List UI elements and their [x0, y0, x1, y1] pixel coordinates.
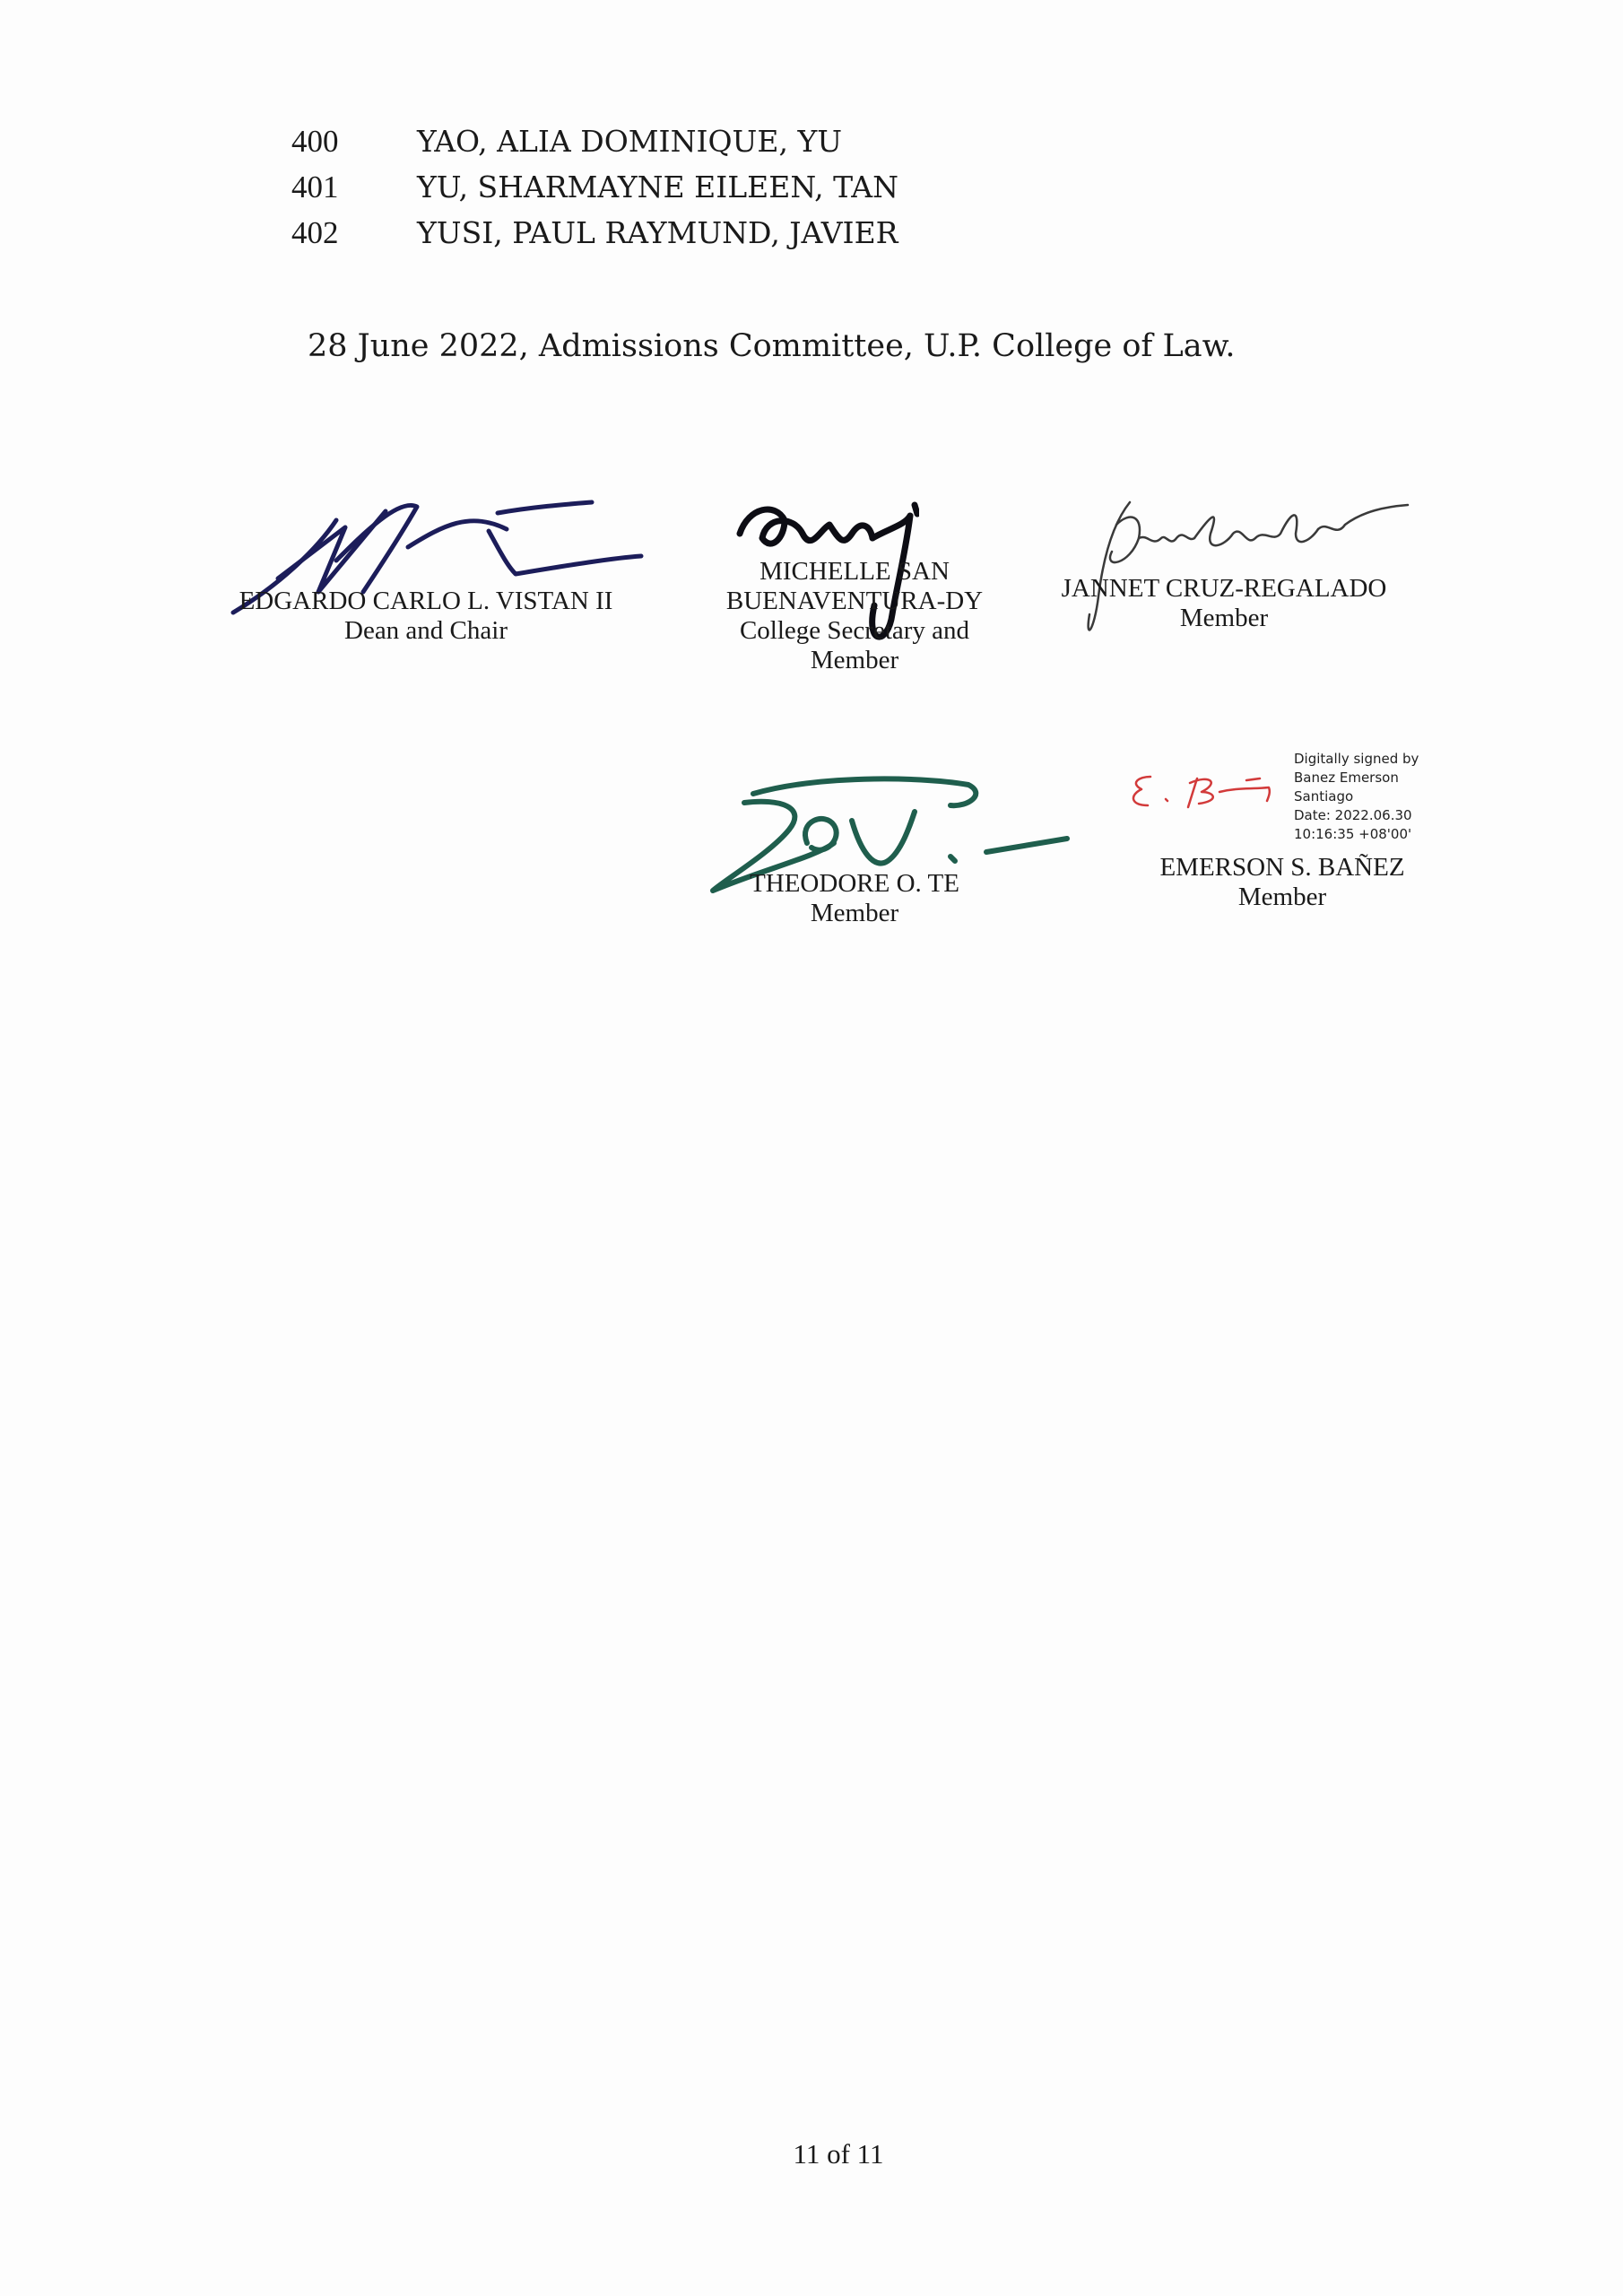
digital-signature-line: Banez Emerson	[1294, 770, 1399, 786]
digital-signature-line: Santiago	[1294, 788, 1354, 804]
signatory-role: Member	[1237, 883, 1327, 911]
list-item	[291, 215, 898, 251]
signatory-banez	[1103, 853, 1462, 912]
list-item	[291, 170, 898, 205]
digital-signature-note	[1294, 750, 1419, 844]
signatory-name: JANNET CRUZ-REGALADO	[1061, 574, 1387, 603]
digital-signature-line: Date: 2022.06.30	[1294, 807, 1412, 823]
signatory-role-line2: Member	[810, 646, 899, 674]
list-item	[291, 124, 842, 160]
signatory-role-line1: College Secretary and	[739, 616, 970, 645]
list-number: 402	[291, 215, 339, 250]
signatory-cruz-regalado	[1049, 574, 1399, 633]
signatory-vistan	[215, 587, 637, 646]
signatory-name: EDGARDO CARLO L. VISTAN II	[239, 587, 613, 615]
signatory-name-line2: BUENAVENTURA-DY	[725, 587, 984, 615]
signatory-name-line1: MICHELLE SAN	[759, 557, 950, 586]
list-number: 401	[291, 170, 339, 204]
signatory-buenaventura-dy	[702, 557, 1007, 675]
signature-banez	[1125, 770, 1282, 814]
digital-signature-line: 10:16:35 +08'00'	[1294, 826, 1412, 842]
list-number: 400	[291, 124, 339, 159]
signatory-te	[702, 869, 1007, 928]
list-name: YUSI, PAUL RAYMUND, JAVIER	[417, 215, 898, 250]
digital-signature-line: Digitally signed by	[1294, 751, 1419, 767]
date-line: 28 June 2022, Admissions Committee, U.P. College of Law.	[308, 328, 1236, 364]
signatory-name: THEODORE O. TE	[750, 869, 959, 898]
list-name: YU, SHARMAYNE EILEEN, TAN	[417, 170, 899, 204]
page-number: 11 of 11	[793, 2138, 884, 2170]
signatory-role: Member	[810, 899, 899, 927]
signatory-name: EMERSON S. BAÑEZ	[1159, 853, 1405, 882]
list-name: YAO, ALIA DOMINIQUE, YU	[417, 124, 843, 159]
signatory-role: Dean and Chair	[344, 616, 508, 645]
signatory-role: Member	[1179, 604, 1269, 632]
